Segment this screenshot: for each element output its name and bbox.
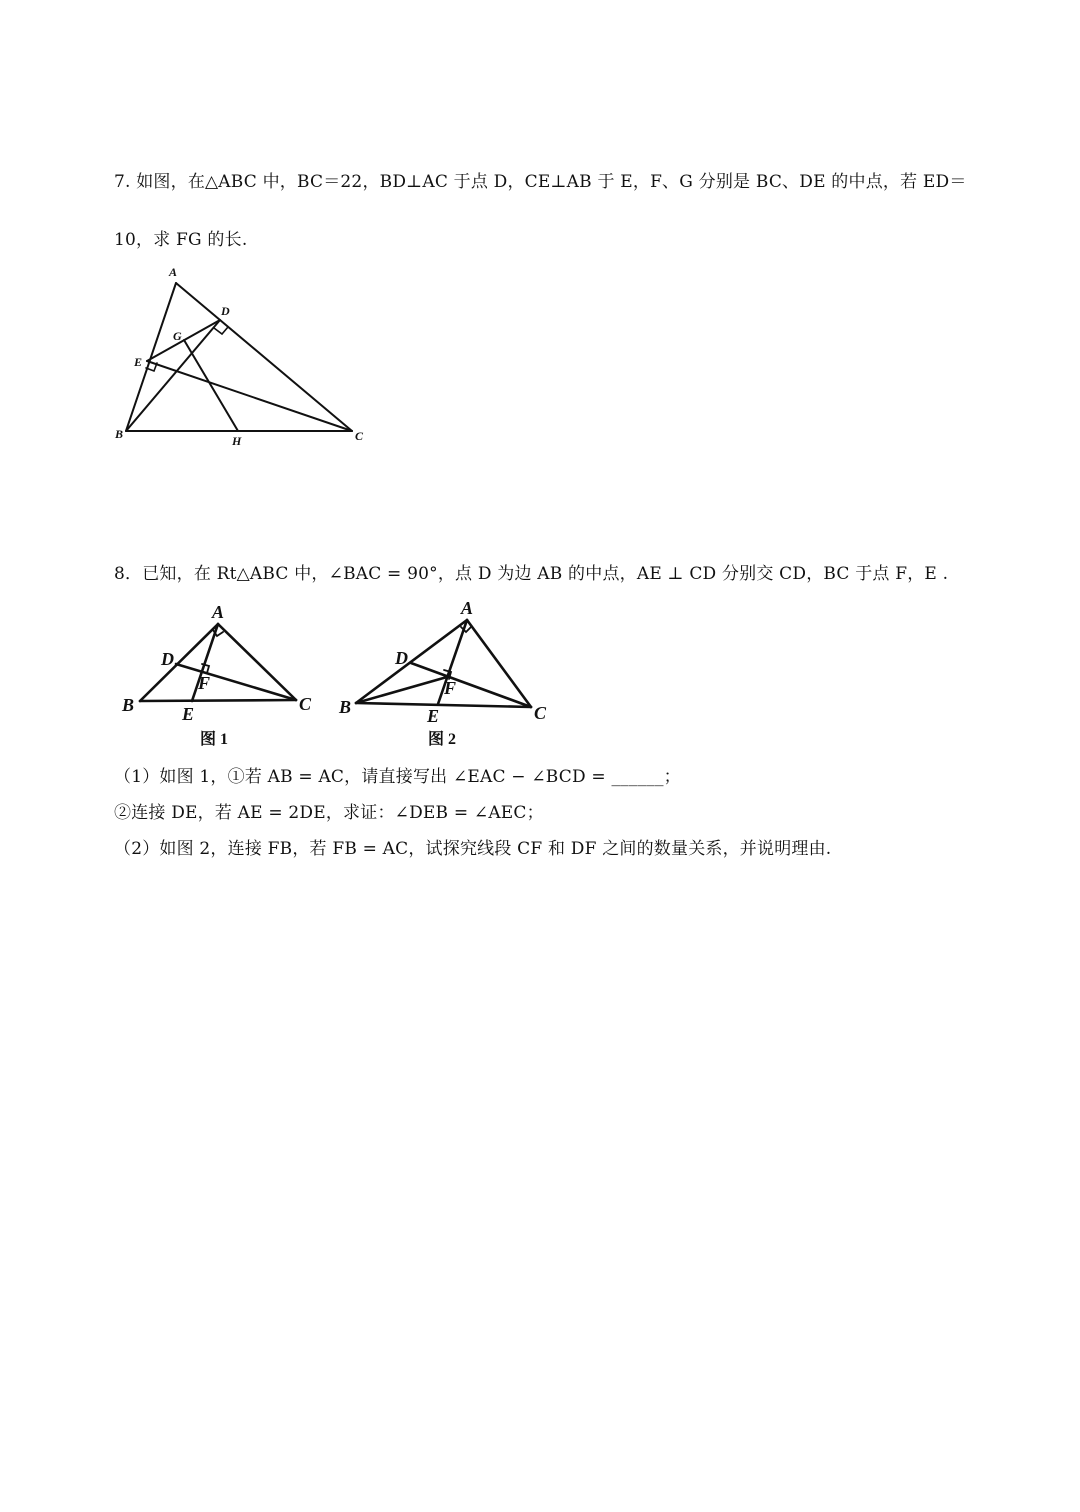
q7-segment-gh bbox=[184, 340, 238, 431]
q8-stem: 8．已知，在 Rt△ABC 中，∠BAC = 90°，点 D 为边 AB 的中点，AE ⊥ CD 分别交 CD，BC 于点 F，E . bbox=[114, 564, 949, 584]
q7-label-e: E bbox=[134, 355, 143, 369]
fig2-segment-cd bbox=[411, 663, 531, 707]
q7-line-2: 10，求 FG 的长. bbox=[114, 230, 248, 250]
q8-part1-line-2: ②连接 DE，若 AE = 2DE，求证：∠DEB = ∠AEC； bbox=[114, 803, 544, 823]
fig2-label-f: F bbox=[444, 678, 457, 698]
fig1-caption: 图 1 bbox=[200, 731, 229, 748]
q7-label-a: A bbox=[169, 265, 178, 279]
fig2-label-e: E bbox=[427, 706, 440, 726]
q7-label-d: D bbox=[221, 304, 230, 318]
q7-label-h: H bbox=[232, 434, 242, 448]
q8-part2: （2）如图 2，连接 FB，若 FB = AC，试探究线段 CF 和 DF 之间的数量关系，并说明理由. bbox=[114, 839, 832, 859]
fig1-label-c: C bbox=[299, 694, 312, 714]
q8-figure-1 bbox=[115, 595, 330, 750]
fig2-label-b: B bbox=[339, 697, 352, 717]
fig1-label-d: D bbox=[161, 649, 174, 669]
q7-label-c: C bbox=[355, 429, 364, 443]
q7-right-angle-d bbox=[214, 327, 228, 334]
fig2-side-bc bbox=[356, 703, 531, 707]
q7-figure bbox=[110, 262, 380, 452]
q8-figure-2 bbox=[335, 595, 550, 750]
fig2-segment-fb bbox=[356, 677, 447, 703]
fig1-label-b: B bbox=[122, 695, 135, 715]
fig2-caption: 图 2 bbox=[428, 731, 457, 748]
q7-side-ac bbox=[176, 283, 352, 431]
fig1-label-a: A bbox=[212, 602, 225, 622]
fig1-side-bc bbox=[140, 700, 296, 701]
q7-label-b: B bbox=[115, 427, 124, 441]
q8-part1-line-1: （1）如图 1，①若 AB = AC，请直接写出 ∠EAC − ∠BCD = ______； bbox=[114, 767, 681, 787]
fig2-label-c: C bbox=[534, 703, 547, 723]
q7-label-g: G bbox=[173, 329, 182, 343]
fig2-label-a: A bbox=[461, 598, 474, 618]
q7-line-1: 7. 如图，在△ABC 中，BC＝22，BD⊥AC 于点 D，CE⊥AB 于 E，F、G 分别是 BC、DE 的中点，若 ED＝ bbox=[114, 172, 967, 192]
fig1-label-e: E bbox=[182, 704, 195, 724]
fig2-label-d: D bbox=[395, 648, 408, 668]
q7-segment-ce bbox=[147, 361, 352, 431]
fig1-label-f: F bbox=[198, 673, 211, 693]
